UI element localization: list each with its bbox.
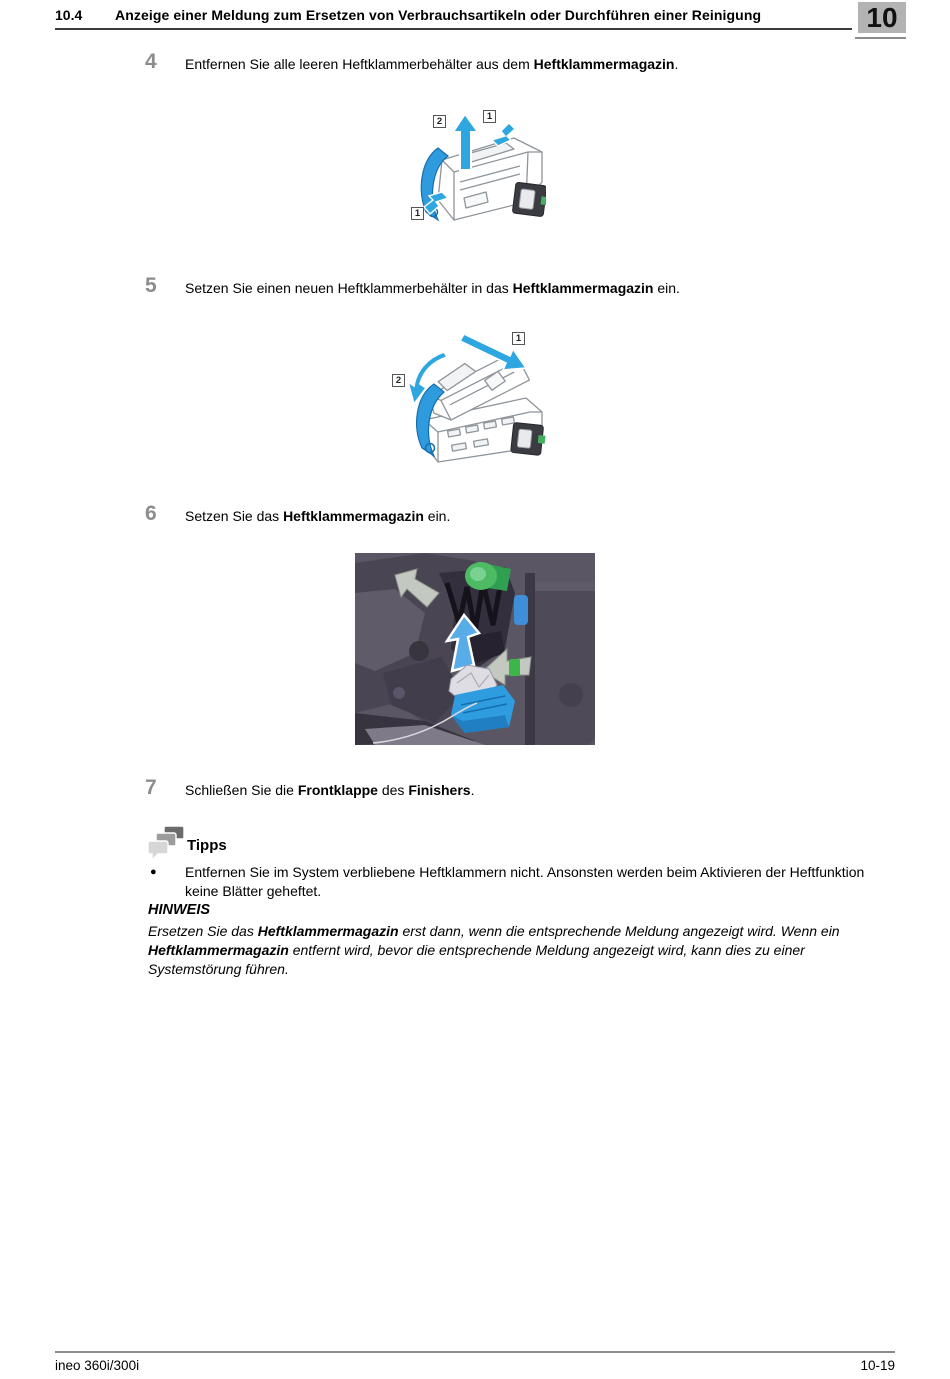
footer-model-name: ineo 360i/300i bbox=[55, 1358, 140, 1373]
speech-bubbles-icon bbox=[148, 824, 186, 864]
figure-callout-label: 2 bbox=[433, 115, 446, 128]
tips-heading: Tipps bbox=[187, 837, 227, 854]
header-section-number: 10.4 bbox=[55, 7, 83, 23]
staple-case-removal-illustration bbox=[408, 106, 546, 236]
tips-icon bbox=[148, 824, 186, 864]
figure-callout-label: 1 bbox=[483, 110, 496, 123]
notice-body: Ersetzen Sie das Heftklammermagazin erst dann, wenn die entsprechende Meldung angezeigt wird. Wenn ein Heftklammermagazin entfernt wird, bevor die entsprechende Meldung angezeigt wird, kann dies zu einer Systemstörung führen. bbox=[148, 923, 840, 977]
header-rule bbox=[55, 28, 852, 30]
figure-callout-label: 1 bbox=[512, 332, 525, 345]
chapter-badge-rule bbox=[855, 37, 906, 39]
step-text: Setzen Sie das Heftklammermagazin ein. bbox=[185, 508, 451, 524]
chapter-number-badge: 10 bbox=[858, 2, 906, 33]
notice-heading: HINWEIS bbox=[148, 902, 211, 918]
figure-callout-label: 2 bbox=[392, 374, 405, 387]
figure-callout-label: 1 bbox=[411, 207, 424, 220]
figure-insert-staple-case bbox=[390, 322, 548, 470]
figure-remove-staple-case bbox=[408, 106, 546, 236]
footer-rule bbox=[55, 1351, 895, 1353]
footer-page-number: 10-19 bbox=[860, 1358, 895, 1373]
step-text: Entfernen Sie alle leeren Heftklammerbehälter aus dem Heftklammermagazin. bbox=[185, 56, 679, 72]
step-text: Setzen Sie einen neuen Heftklammerbehälter in das Heftklammermagazin ein. bbox=[185, 280, 680, 296]
figure-insert-magazine-finisher bbox=[355, 553, 595, 745]
step-number: 6 bbox=[145, 502, 157, 525]
bullet-marker: ● bbox=[150, 866, 157, 878]
step-number: 4 bbox=[145, 50, 157, 73]
tips-bullet-text: Entfernen Sie im System verbliebene Heftklammern nicht. Ansonsten werden beim Aktivieren der Heftfunktion keine Blätter geheftet. bbox=[185, 864, 865, 899]
finisher-interior-illustration bbox=[355, 553, 595, 745]
step-number: 7 bbox=[145, 776, 157, 799]
page-title: Anzeige einer Meldung zum Ersetzen von Verbrauchsartikeln oder Durchführen einer Reinigung bbox=[115, 7, 762, 23]
step-text: Schließen Sie die Frontklappe des Finishers. bbox=[185, 782, 475, 798]
step-number: 5 bbox=[145, 274, 157, 297]
